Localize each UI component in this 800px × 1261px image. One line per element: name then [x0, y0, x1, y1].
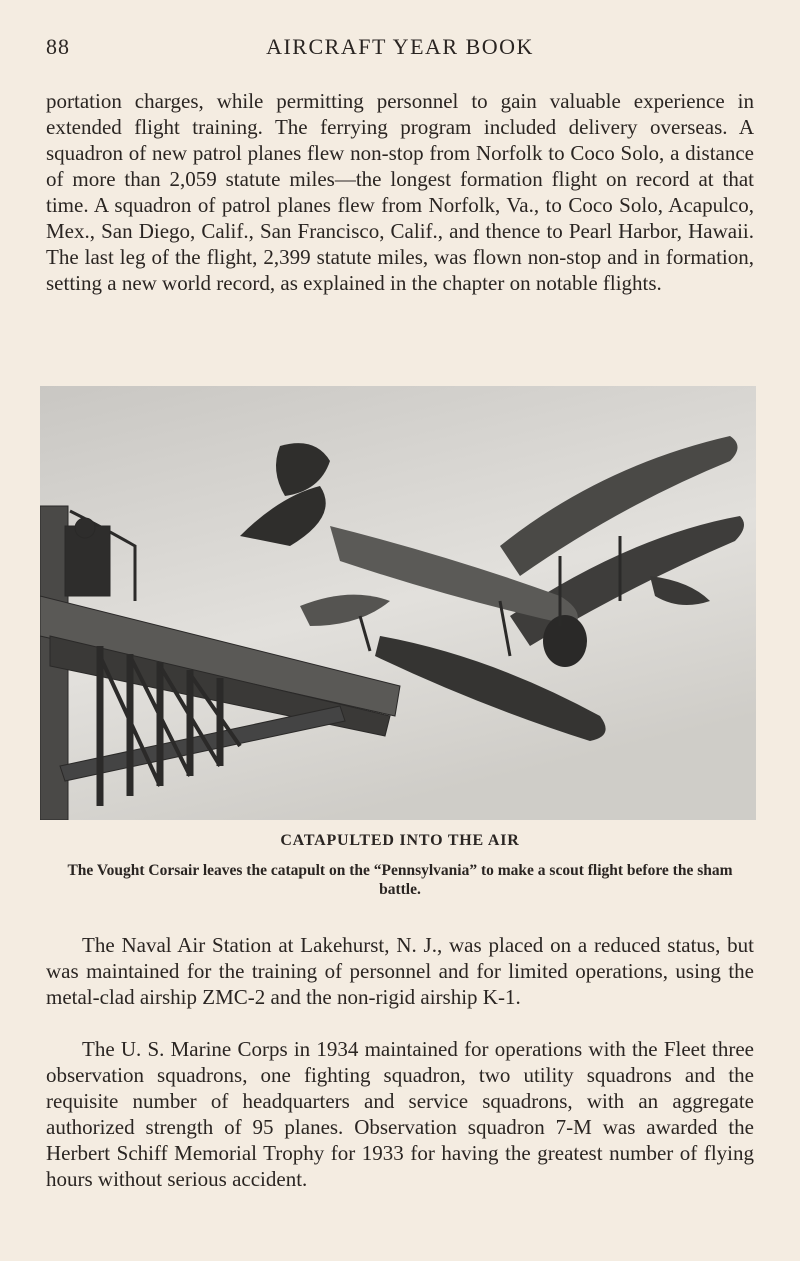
body-paragraph-2: The Naval Air Station at Lakehurst, N. J., was placed on a reduced status, but was maintained for the training of personnel and for limited operations, using the metal-clad airship ZMC-2 and the non-rigid airship K-1. — [46, 933, 754, 1009]
body-paragraph-3: The U. S. Marine Corps in 1934 maintained for operations with the Fleet three observation squadrons, one fighting squadron, two utility squadrons and the requisite number of headquarters and service squadrons, with an aggregate authorized strength of 95 planes. Observation squadron 7-M was awarded the Herbert Schiff Memorial Trophy for 1933 for having the greatest number of flying hours without serious accident. — [46, 1037, 754, 1191]
figure-caption-title: CATAPULTED INTO THE AIR — [280, 832, 520, 849]
figure-caption-text: The Vought Corsair leaves the catapult on the “Pennsylvania” to make a scout flight before the sham battle. — [67, 862, 733, 898]
page-number: 88 — [46, 34, 70, 59]
body-paragraph-1: portation charges, while permitting personnel to gain valuable experience in extended flight training. The ferrying program included delivery overseas. A squadron of new patrol planes flew non-stop from Norfolk to Coco Solo, a distance of more than 2,059 statute miles—the longest formation flight on record at that time. A squadron of patrol planes flew from Norfolk, Va., to Coco Solo, Acapulco, Mex., San Diego, Calif., San Francisco, Calif., and thence to Pearl Harbor, Hawaii. The last leg of the flight, 2,399 statute miles, was flown non-stop and in formation, setting a new world record, as explained in the chapter on notable flights. — [46, 89, 754, 295]
book-title: AIRCRAFT YEAR BOOK — [266, 34, 534, 59]
running-head — [46, 34, 754, 64]
photo-catapult-launch — [40, 386, 756, 820]
